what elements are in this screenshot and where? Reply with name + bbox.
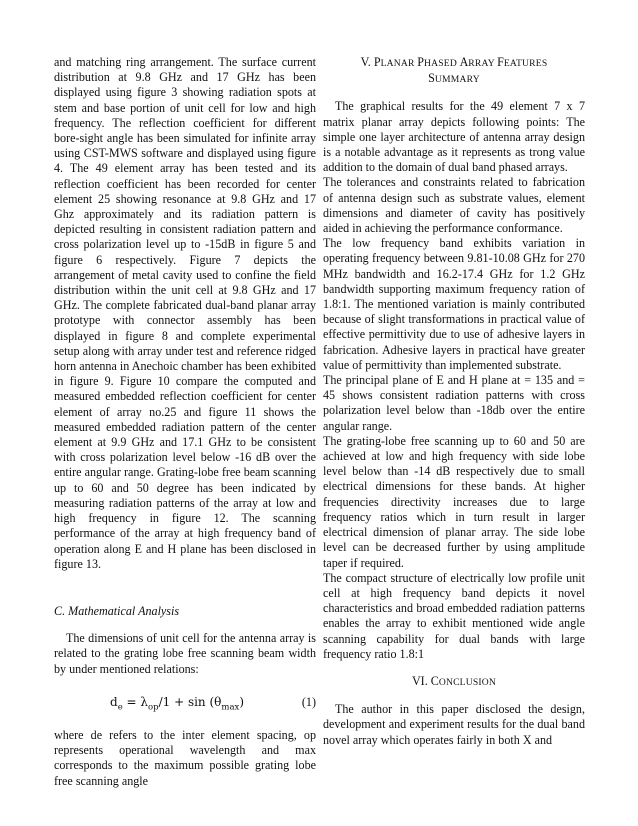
section-vi-number: VI. <box>411 673 431 688</box>
eq-middle: /1 + sin (θ <box>158 694 222 709</box>
eq-d: d <box>110 694 118 709</box>
equation-number: (1) <box>301 694 316 709</box>
sc-rest: ONCLUSION <box>438 676 497 688</box>
sc-rest: UMMARY <box>434 74 480 86</box>
eq-lambda: λ <box>140 694 149 709</box>
subsection-heading-mathematical-analysis: C. Mathematical Analysis <box>54 603 180 618</box>
eq-lambda-subscript: op <box>148 702 159 713</box>
eq-theta-subscript: max <box>221 702 240 713</box>
equation-body <box>110 694 244 713</box>
body-paragraph-unit-cell-dimensions: The dimensions of unit cell for the antenna array is related to the grating lobe free scanning beam width by under mentioned relations: <box>54 631 316 676</box>
section-heading-v <box>323 55 585 87</box>
sc-cap: P <box>417 55 424 69</box>
left-column <box>54 55 316 789</box>
body-paragraph-compact-structure: The compact structure of electrically low profile unit cell at high frequency band depicts it novel characteristics and broad embedded radiation patterns enables the array to exhibit mentioned wide angle scanning capability for dual bands with large frequency ratio 1.8:1 <box>323 570 585 661</box>
sc-cap: F <box>497 55 504 69</box>
equation-1 <box>54 694 316 713</box>
sc-cap: C <box>430 673 439 688</box>
body-paragraph-principal-plane: The principal plane of E and H plane at = 135 and = 45 shows consistent radiation patterns with cross polarization level below than -18db over the entire angular range. <box>323 373 585 433</box>
body-paragraph-results: and matching ring arrangement. The surface current distribution at 9.8 GHz and 17 GHz has been displayed using figure 3 showing radiation spots at stem and base portion of unit cell for low and high frequency. The reflection coefficient for different bore-sight angle has been simulated for infinite array using CST-MWS software and displayed using figure 4. The 49 element array has been tested and its reflection coefficient has been recorded for center element 25 showing resonance at 9.8 GHz and 17 Ghz approximately and its radiation pattern is depicted resulting in consistent radiation pattern and cross polarization level up to -15dB in figure 5 and figure 6 respectively. Figure 7 depicts the arrangement of metal cavity used to confine the field distribution within the unit cell at 9.8 GHz and 17 GHz. The complete fabricated dual-band planar array prototype with connector assembly has been displayed in figure 8 and complete experimental setup along with array under test and reference ridged horn antenna in Anechoic chamber has been exhibited in figure 9. Figure 10 compare the computed and measured embedded reflection coefficient for center element of array no.25 and figure 11 shows the measured embedded radiation pattern of the center element at 9.9 GHz and 17.1 GHz to be consistent with cross polarization level below -16 dB over the entire angular range. Grating-lobe free beam scanning up to 60 and 50 degree has been indicated by measuring radiation patterns of the array at low and high frequency in figure 12. The scanning performance of the array at high frequency band of operation along E and H plane has been disclosed in figure 13. <box>54 55 316 571</box>
body-paragraph-where: where de refers to the inter element spacing, op represents operational wavelength and max corresponds to the maximum possible grating lobe free scanning angle <box>54 727 316 788</box>
body-paragraph-low-frequency: The low frequency band exhibits variation in operating frequency between 9.81-10.08 GHz for 270 MHz bandwidth and 16.2-17.4 GHz for 1.2 GHz bandwidth supporting maximum frequency ration of 1.8:1. The mentioned variation is mainly contributed because of slight transformations in practical value of effective permittivity due to use of adhesive layers in fabrication. Adhesive layers in practical have greater value of permittivity than implemented substrate. <box>323 236 585 372</box>
sc-cap: S <box>428 71 435 86</box>
sc-rest: LANAR <box>380 58 418 69</box>
eq-d-subscript: e <box>117 702 123 713</box>
section-heading-vi <box>323 674 585 690</box>
body-paragraph-graphical-results: The graphical results for the 49 element 7 x 7 matrix planar array depicts following points: The simple one layer architecture of antenna array design is a notable advantage as it represents as trong value addition to the domain of dual band phased arrays. <box>323 99 585 175</box>
body-paragraph-conclusion: The author in this paper disclosed the design, development and experiment results for the dual band novel array which operates fairly in both X and <box>323 702 585 747</box>
body-paragraph-grating-lobe: The grating-lobe free scanning up to 60 and 50 are achieved at low and high frequency with side lobe level below than -14 dB respectively due to small electrical dimensions for these bands. At higher frequencies directivity increases due to large frequency ratios which in turn result in larger electrical dimension of planar array. The side lobe level can be decreased further by using amplitude taper if required. <box>323 433 585 570</box>
sc-cap: A <box>459 55 469 69</box>
body-paragraph-tolerances: The tolerances and constraints related to fabrication of antenna design such as substrate values, element dimensions and diameter of cavity has positively aided in achieving the performance conformance. <box>323 175 585 236</box>
section-v-number: V. <box>360 55 374 69</box>
eq-close: ) <box>239 694 244 709</box>
sc-rest: RRAY <box>468 58 498 69</box>
eq-equals: = <box>122 694 141 709</box>
sc-rest: EATURES <box>503 58 548 69</box>
sc-cap: P <box>373 55 381 69</box>
right-column <box>323 55 585 748</box>
sc-rest: HASED <box>423 58 460 69</box>
